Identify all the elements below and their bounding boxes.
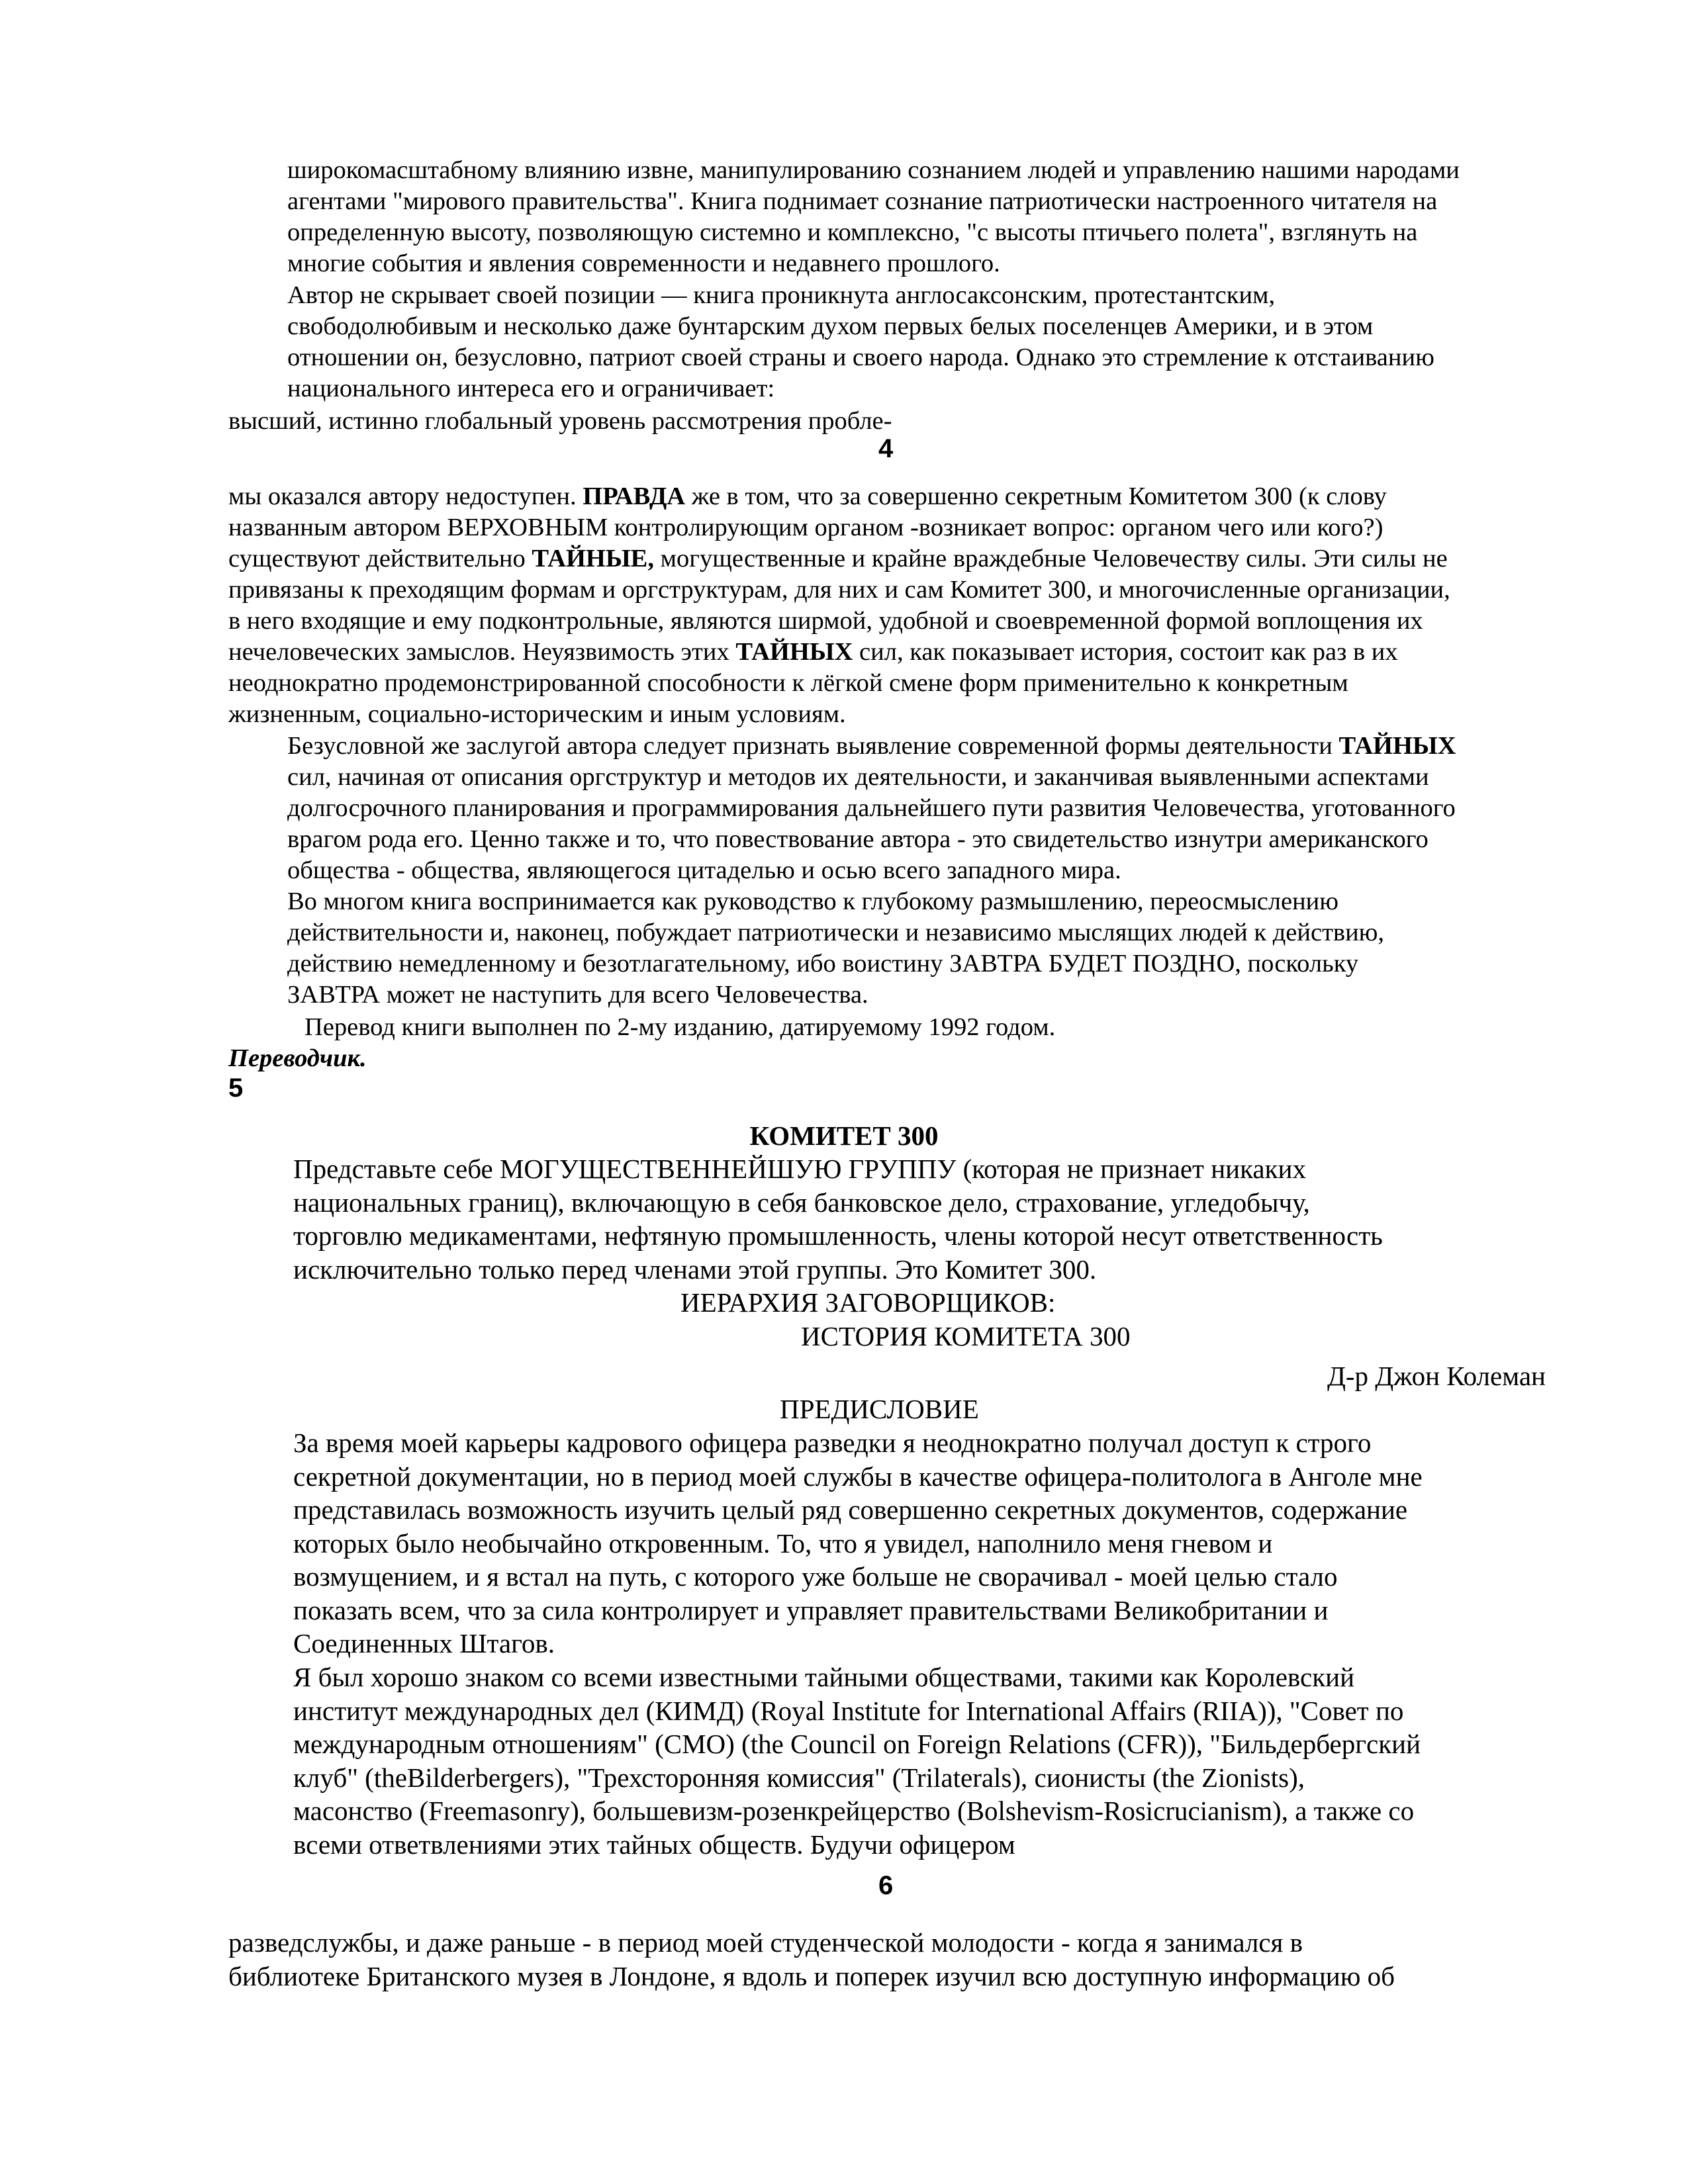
text-line: широкомасштабному влиянию извне, манипулированию сознанием людей и управлению нашими народами: [287, 156, 1460, 184]
page7-paragraph: [228, 1926, 1395, 1993]
text-line: в него входящие и ему подконтрольные, являются ширмой, удобной и своевременной формой воплощения их: [228, 607, 1423, 635]
text-line: агентами "мирового правительства". Книга поднимает сознание патриотически настроенного читателя на: [287, 187, 1438, 215]
text-line: общества - общества, являющегося цитаделью и осью всего западного мира.: [287, 856, 1121, 884]
text-line: определенную высоту, позволяющую системно и комплексно, "с высоты птичьего полета", взглянуть на: [287, 218, 1418, 246]
text-line: привязаны к преходящим формам и оргструктурам, для них и сам Комитет 300, и многочисленные организации,: [228, 576, 1450, 604]
text-line: долгосрочного планирования и программирования дальнейшего пути развития Человечества, уготованного: [287, 794, 1456, 822]
text-line: врагом рода его. Ценно также и то, что повествование автора - это свидетельство изнутри американского: [287, 825, 1429, 853]
translator-signature: Переводчик.: [228, 1044, 367, 1072]
text-line: действию немедленному и безотлагательному, ибо воистину ЗАВТРА БУДЕТ ПОЗДНО, поскольку: [287, 950, 1359, 978]
intro-paragraph-2: [287, 280, 1434, 404]
preface-heading: ПРЕДИСЛОВИЕ: [780, 1394, 979, 1424]
text-line: библиотеке Британского музея в Лондоне, я вдоль и поперек изучил всю доступную информацию об: [228, 1960, 1395, 1991]
text-line: институт международных дел (КИМД) (Royal Institute for International Affairs (RIIA)), "Совет по: [293, 1695, 1404, 1726]
text-line: ЗАВТРА может не наступить для всего Человечества.: [287, 981, 868, 1009]
section-heading: КОМИТЕТ 300: [749, 1120, 939, 1151]
text-line: свободолюбивым и несколько даже бунтарским духом первых белых поселенцев Америки, и в этом: [287, 312, 1374, 340]
intro-paragraph-1: [287, 155, 1460, 279]
page-number-6: 6: [878, 1871, 894, 1900]
text-line: секретной документации, но в период моей службы в качестве офицера-политолога в Анголе мне: [293, 1461, 1423, 1492]
book-title-line-2: ИСТОРИЯ КОМИТЕТА 300: [801, 1321, 1131, 1351]
edition-note: Перевод книги выполнен по 2-му изданию, датируемому 1992 годом.: [305, 1013, 1056, 1041]
text-line: сил, начиная от описания оргструктур и методов их деятельности, и заканчивая выявленными аспектами: [287, 763, 1429, 791]
text-line: которых было необычайно откровенным. То, что я увидел, наполнило меня гневом и: [293, 1527, 1273, 1559]
emphasis-pravda: ПРАВДА: [583, 482, 686, 510]
emphasis-tainykh: ТАЙНЫХ: [735, 638, 853, 666]
text-line: отношении он, безусловно, патриот своей страны и своего народа. Однако это стремление к отстаиванию: [287, 343, 1434, 371]
text-line: возмущением, и я встал на путь, с которого уже больше не сворачивал - моей целью стало: [293, 1561, 1338, 1592]
text-line: исключительно только перед членами этой группы. Это Комитет 300.: [293, 1253, 1097, 1285]
text-line: разведслужбы, и даже раньше - в период моей студенческой молодости - когда я занимался в: [228, 1927, 1303, 1958]
intro-paragraph-2-last-line: высший, истинно глобальный уровень рассмотрения пробле-: [228, 407, 892, 435]
text-line: Автор не скрывает своей позиции — книга проникнута англосаксонским, протестантским,: [287, 281, 1276, 309]
emphasis-tainykh: ТАЙНЫХ: [1338, 732, 1456, 760]
text-line: существуют действительно ТАЙНЫЕ, могущественные и крайне враждебные Человечеству силы. Эти силы не: [228, 545, 1448, 572]
text-line: Я был хорошо знаком со всеми известными тайными обществами, такими как Королевский: [293, 1662, 1355, 1692]
committee-intro: [293, 1152, 1383, 1286]
page5-paragraph-2: [287, 731, 1456, 1011]
text-line: Безусловной же заслугой автора следует признать выявление современной формы деятельности ТАЙНЫХ: [287, 732, 1456, 760]
text-line: национального интереса его и ограничивает:: [287, 375, 775, 402]
text-line: Во многом книга воспринимается как руководство к глубокому размышлению, переосмыслению: [287, 887, 1339, 915]
text-line: действительности и, наконец, побуждает патриотически и независимо мыслящих людей к действию,: [287, 919, 1385, 946]
preface-paragraph-2: [293, 1661, 1421, 1861]
text-line: торговлю медикаментами, нефтяную промышленность, члены которой несут ответственность: [293, 1220, 1383, 1251]
text-line: названным автором ВЕРХОВНЫМ контролирующим органом -возникает вопрос: органом чего или кого?): [228, 514, 1383, 541]
text-line: Соединенных Штагов.: [293, 1628, 555, 1659]
page5-paragraph-1: [228, 481, 1450, 730]
text-line: жизненным, социально-историческим и иным условиям.: [228, 700, 846, 728]
text-line: нечеловеческих замыслов. Неуязвимость этих ТАЙНЫХ сил, как показывает история, состоит как раз в их: [228, 638, 1398, 666]
text-line: неоднократно продемонстрированной способности к лёгкой смене форм применительно к конкретным: [228, 669, 1348, 697]
page-number-4: 4: [878, 434, 894, 463]
page-number-5: 5: [228, 1073, 244, 1103]
text-line: Представьте себе МОГУЩЕСТВЕННЕЙШУЮ ГРУППУ (которая не признает никаких: [293, 1154, 1306, 1184]
book-title-line-1: ИЕРАРХИЯ ЗАГОВОРЩИКОВ:: [680, 1287, 1056, 1318]
text-line: представилась возможность изучить целый ряд совершенно секретных документов, содержание: [293, 1494, 1408, 1525]
text-line: масонство (Freemasonry), большевизм-розенкрейцерство (Bolshevism-Rosicrucianism), а также со: [293, 1796, 1415, 1826]
text-line: мы оказался автору недоступен. ПРАВДА же в том, что за совершенно секретным Комитетом 300 (к слову: [228, 482, 1387, 510]
text-line: национальных границ), включающую в себя банковское дело, страхование, угледобычу,: [293, 1187, 1310, 1218]
text-line: многие события и явления современности и недавнего прошлого.: [287, 250, 1000, 277]
text-line: международным отношениям" (СМО) (the Council on Foreign Relations (CFR)), "Бильдербергский: [293, 1729, 1421, 1759]
text-line: клуб" (theBilderbergers), "Трехсторонняя комиссия" (Trilaterals), сионисты (the Zionists),: [293, 1762, 1305, 1793]
text-line: показать всем, что за сила контролирует и управляет правительствами Великобритании и: [293, 1594, 1329, 1625]
author-name: Д-р Джон Колеман: [1327, 1361, 1546, 1391]
preface-paragraph-1: [293, 1426, 1423, 1661]
emphasis-tainye: ТАЙНЫЕ,: [532, 545, 654, 572]
text-line: всеми ответвлениями этих тайных обществ. Будучи офицером: [293, 1829, 1015, 1860]
text-line: За время моей карьеры кадрового офицера разведки я неоднократно получал доступ к строго: [293, 1428, 1372, 1458]
